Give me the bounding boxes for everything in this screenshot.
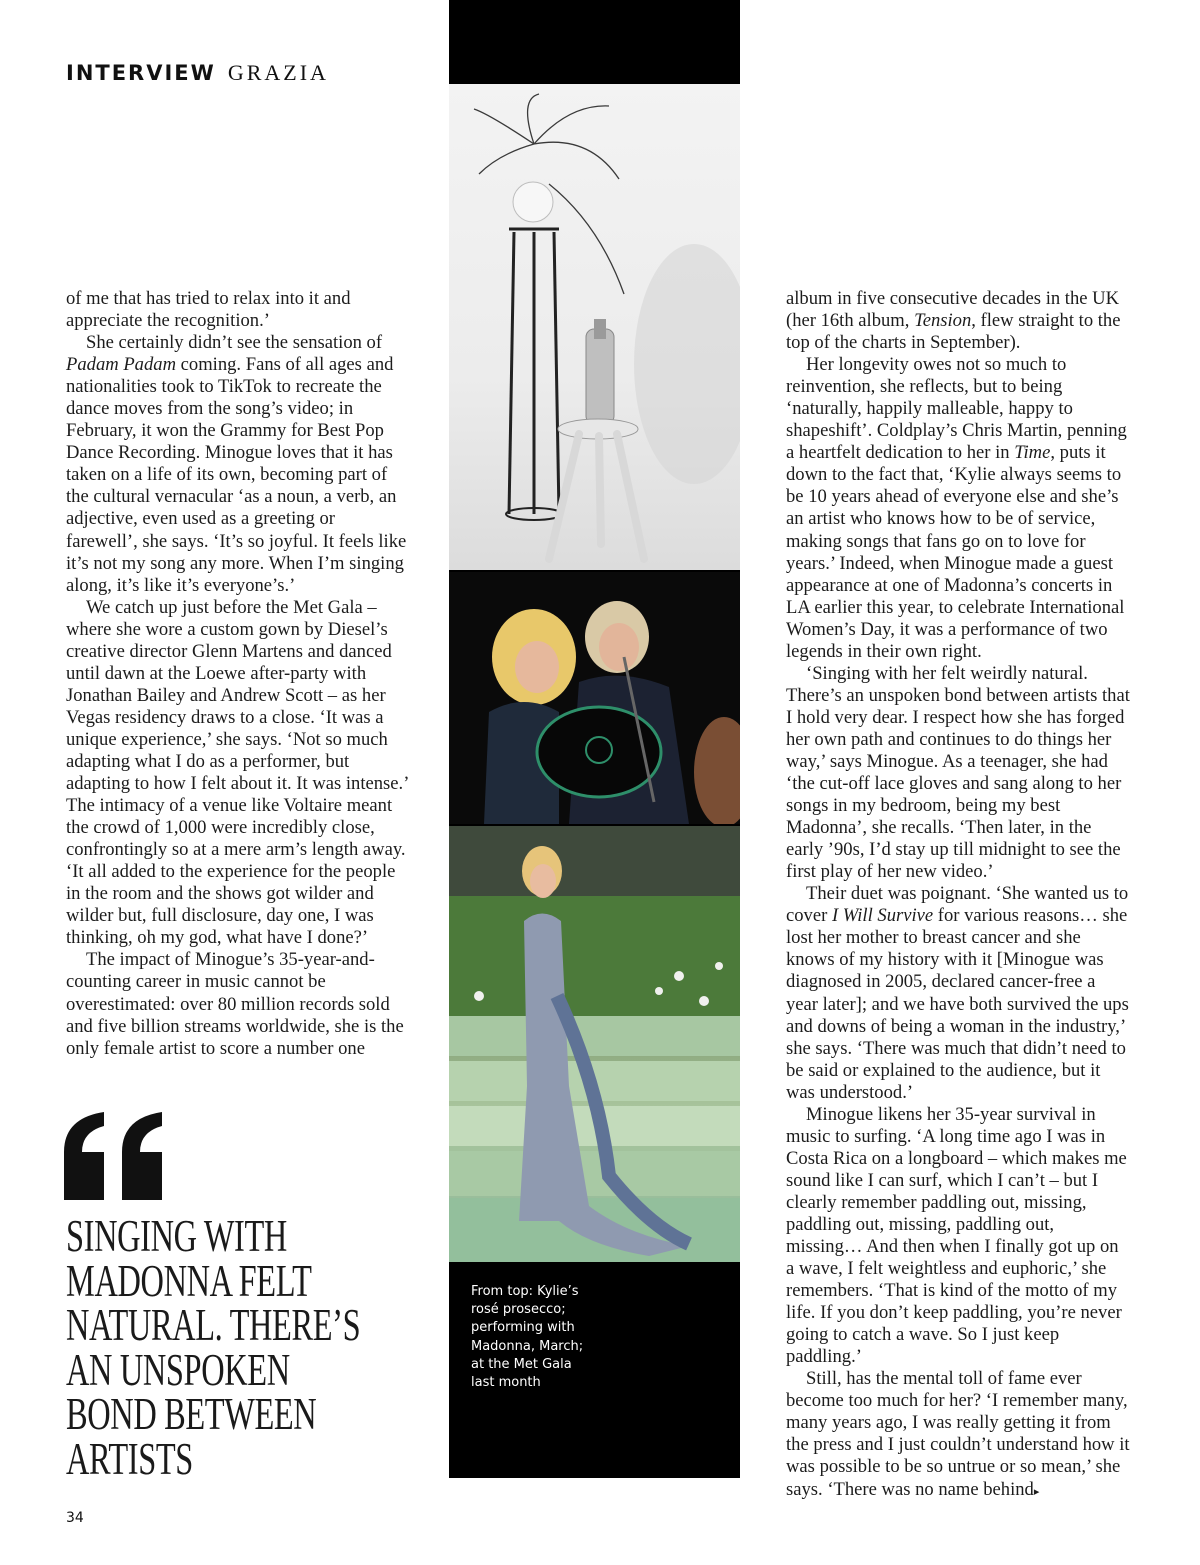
running-header [66,60,329,86]
open-quote-icon [64,1112,174,1202]
right-column [786,288,1131,1503]
paragraph: She certainly didn’t see the sensation of Padam Padam coming. Fans of all ages and nationalities took to TikTok to recreate the dance moves from the song’s video; in February, it won the Grammy for Best Pop Dance Recording. Minogue loves that it has taken on a life of its own, becoming part of the cultural vernacular ‘as a noun, a verb, an adjective, even used as a greeting or farewell’, she says. ‘It’s so joyful. It feels like it’s not my song any more. When I’m singing along, it’s like it’s everyone’s.’ [66,332,407,596]
pull-quote-line: SINGING WITH [66,1211,287,1261]
continue-arrow-icon: ▸ [1033,1484,1040,1498]
pull-quote-line: AN UNSPOKEN [66,1344,290,1395]
section-label: INTERVIEW [66,61,216,85]
caption-line: Madonna, March; [471,1338,584,1354]
caption-line: last month [471,1375,541,1391]
paragraph: The impact of Minogue’s 35-year-and-counting career in music cannot be overestimated: over 80 million records sold and five billion streams worldwide, she is the only female artist to score a number one [66,949,404,1059]
caption-line: at the Met Gala [471,1356,572,1372]
page-number: 34 [66,1510,84,1526]
pull-quote-line: ARTISTS [66,1433,193,1484]
pull-quote-line: BOND BETWEEN [66,1389,317,1439]
caption-line: rosé prosecco; [471,1302,566,1318]
left-column [66,288,411,1060]
madonna-performance-photo [449,572,740,824]
magazine-brand: GRAZIA [227,60,329,85]
pull-quote-line: MADONNA FELT [66,1255,312,1306]
paragraph: of me that has tried to relax into it and appreciate the recognition.’ [66,288,351,332]
paragraph: ‘Singing with her felt weirdly natural. There’s an unspoken bond between artists that I hold very dear. I respect how she has forged her own path and continues to do things her way,’ says Minogue. As a teenager, she had ‘the cut-off lace gloves and sang along to her songs in my bedroom, being my best Madonna’, she recalls. ‘Then later, in the early ’90s, I’d stay up till midnight to see the first play of her new video.’ [786,662,1130,883]
pull-quote-line: NATURAL. THERE’S [66,1300,361,1350]
caption-line: From top: Kylie’s [471,1284,579,1299]
photo-caption [471,1283,621,1392]
paragraph: We catch up just before the Met Gala – where she wore a custom gown by Diesel’s creative director Glenn Martens and danced until dawn at the Loewe after-party with Jonathan Bailey and Andrew Scott – as her Vegas residency draws to a close. ‘It was a unique experience,’ she says. ‘Not so much adapting what I do as a performer, but adapting to how I felt about it. It was intense.’ The intimacy of a venue like Voltaire meant the crowd of 1,000 were incredibly close, confrontingly so at a mere arm’s length away. ‘It all added to the experience for the people in the room and the shows got wilder and wilder but, full disclosure, day one, I was thinking, oh my god, what have I done?’ [66,596,409,949]
caption-line: performing with [471,1320,575,1336]
met-gala-photo [449,826,740,1262]
paragraph: album in five consecutive decades in the UK (her 16th album, Tension, flew straight to the top of the charts in September). [786,288,1121,354]
photo-strip [449,0,740,1478]
paragraph: Their duet was poignant. ‘She wanted us to cover I Will Survive for various reasons… she lost her mother to breast cancer and she knows of my history with it [Minogue was diagnosed in 2005, declared cancer-free a year later]; and we have both survived the ups and downs of being a woman in the industry,’ she says. ‘There was much that didn’t need to be said or explained to the audience, but it was understood.’ [786,883,1129,1103]
paragraph: Minogue likens her 35-year survival in music to surfing. ‘A long time ago I was in Costa Rica on a longboard – which makes me sound like I can surf, which I can’t – but I clearly remember paddling out, missing, paddling out, missing, paddling out, missing… And then when I finally got up on a wave, I felt weightless and euphoric,’ she remembers. ‘That is kind of the motto of my life. If you don’t keep paddling, you’re never going to catch a wave. So I just keep paddling.’ [786,1103,1127,1368]
prosecco-photo [449,84,740,570]
pull-quote [66,1211,361,1484]
paragraph: Still, has the mental toll of fame ever become too much for her? ‘I remember many, many years ago, I was really getting it from the press and I just couldn’t understand how it was possible to be so untrue or so mean,’ she says. ‘There was no name behind▸ [786,1368,1130,1500]
paragraph: Her longevity owes not so much to reinvention, she reflects, but to being ‘naturally, happily malleable, happy to shapeshift’. Coldplay’s Chris Martin, penning a heartfelt dedication to her in Time, puts it down to the fact that, ‘Kylie always seems to be 10 years ahead of everyone else and she’s an artist who knows how to be of service, making songs that fans go on to love for years.’ Indeed, when Minogue made a guest appearance at one of Madonna’s concerts in LA earlier this year, to celebrate International Women’s Day, it was a performance of two legends in their own right. [786,354,1127,662]
